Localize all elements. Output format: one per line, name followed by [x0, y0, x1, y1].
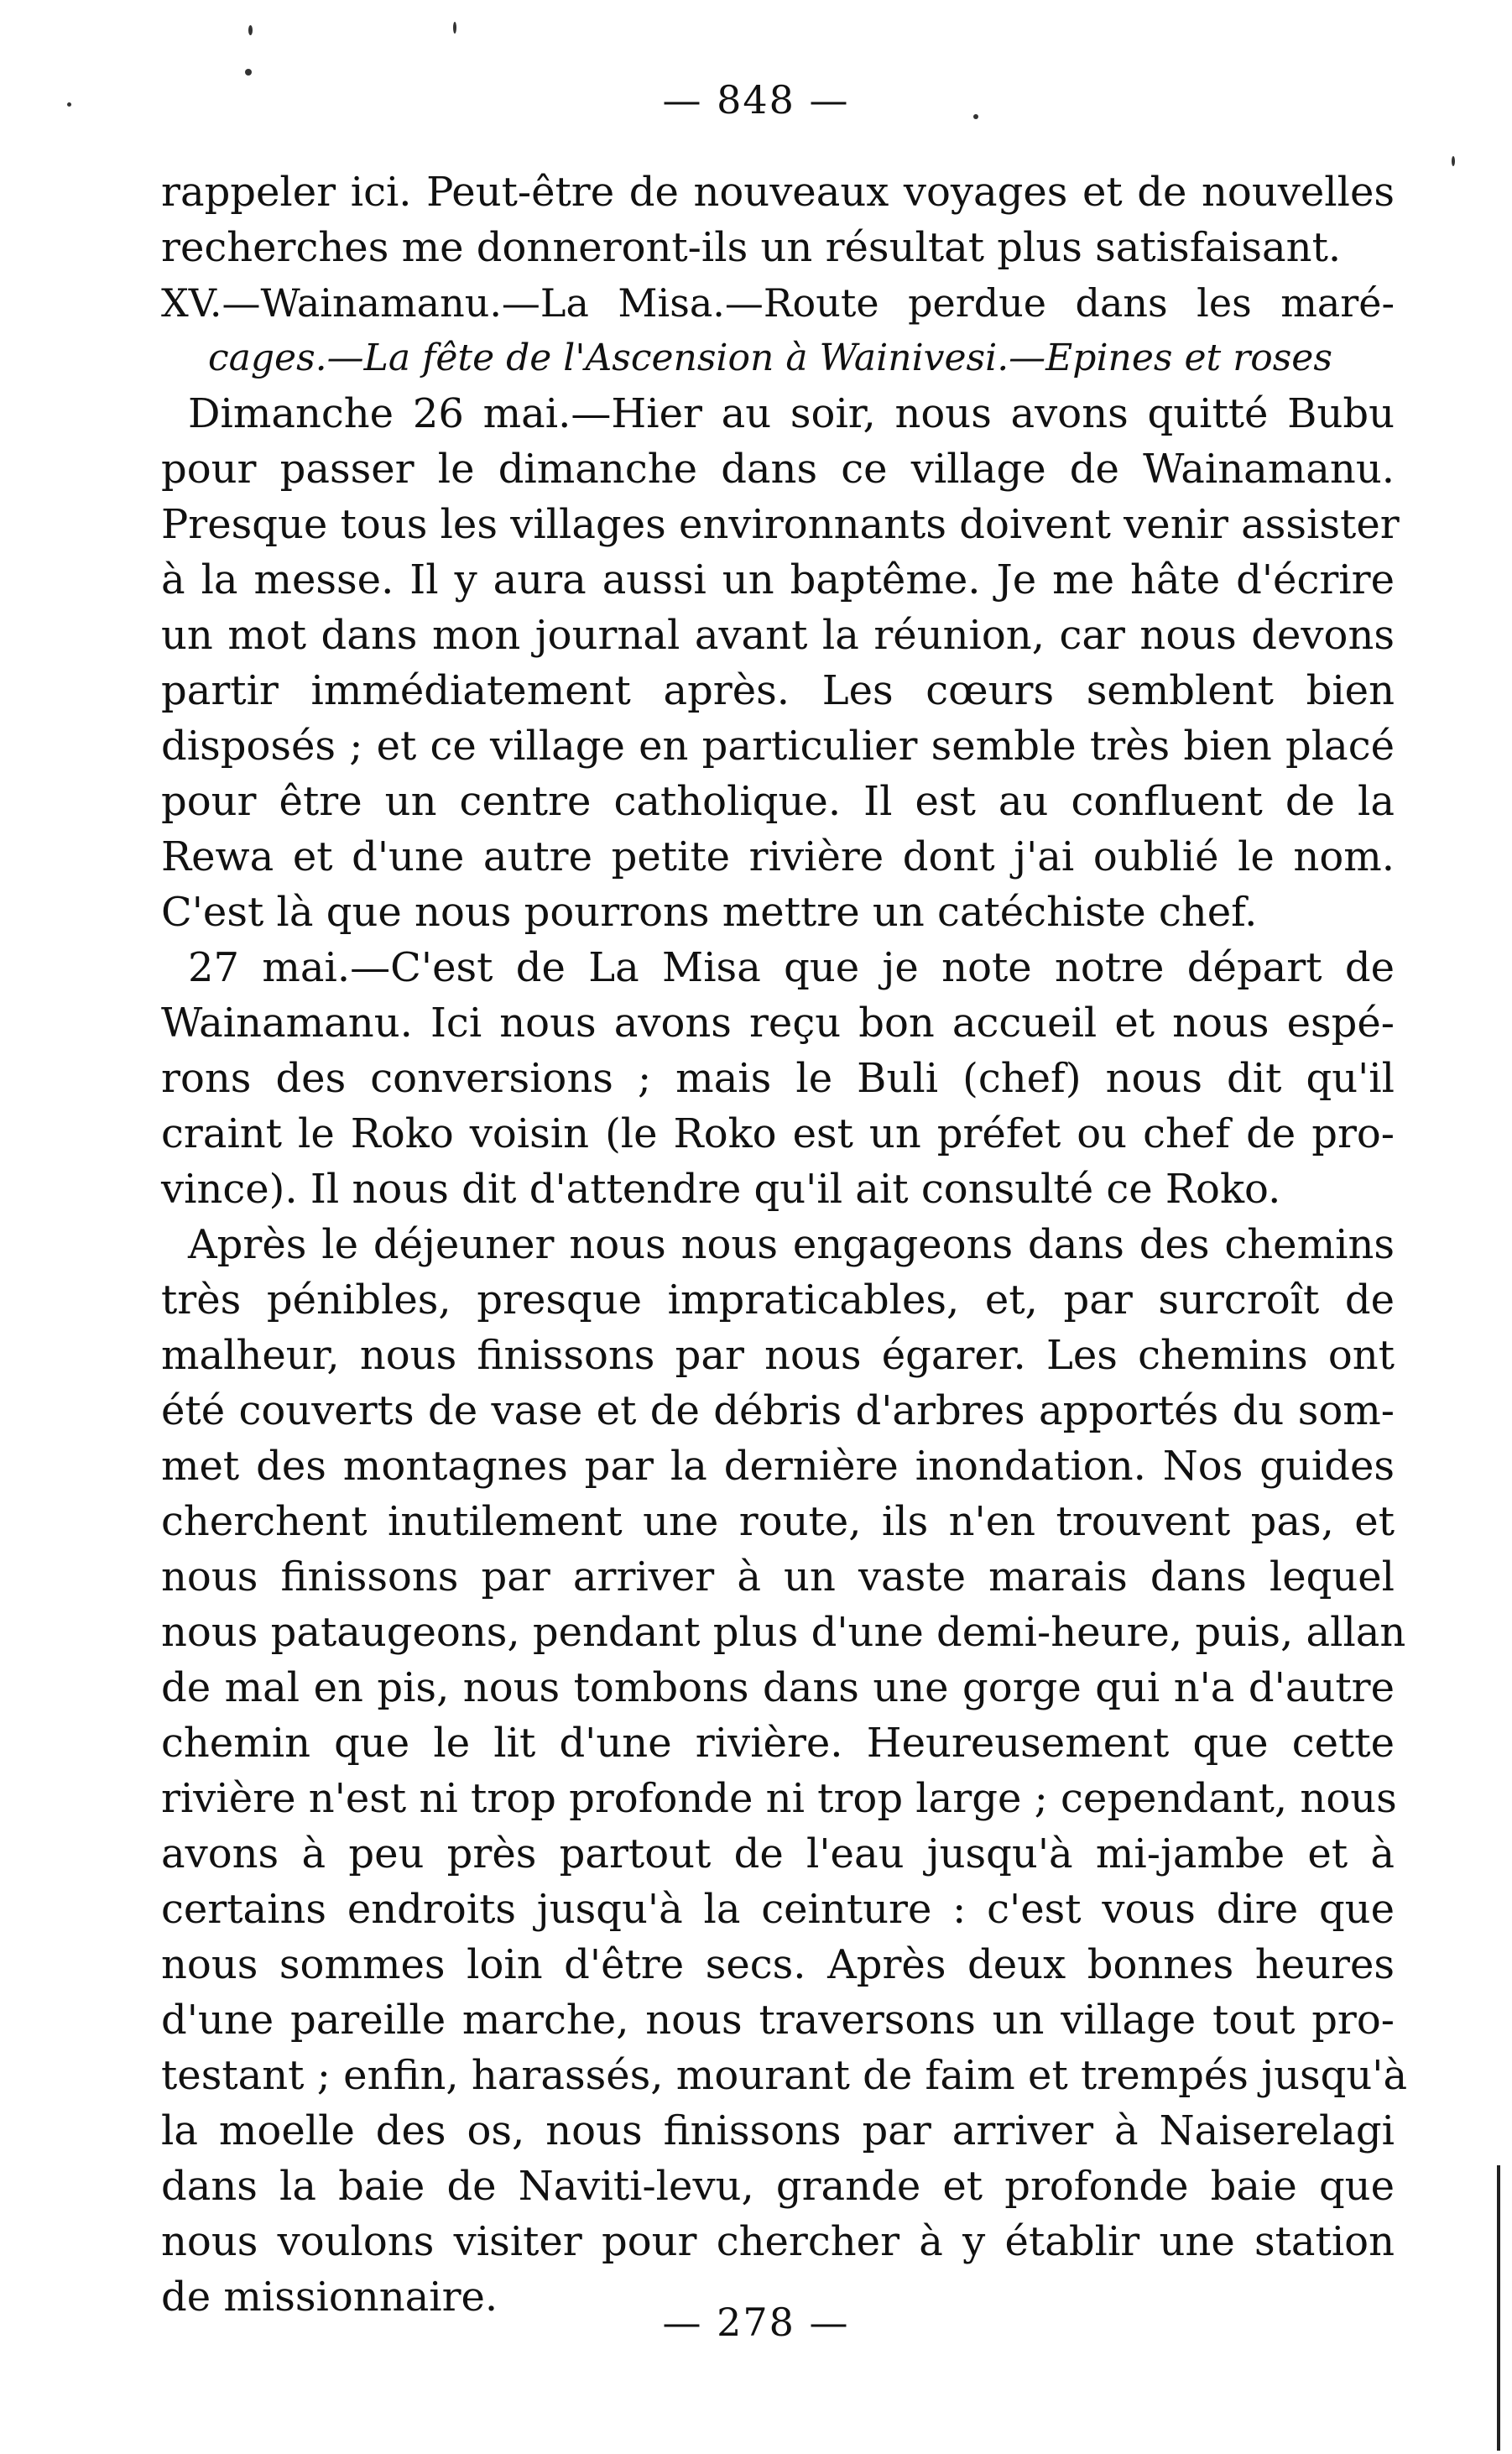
text-line: C'est là que nous pourrons mettre un catéchiste chef.	[161, 889, 1258, 936]
text-line: partir immédiatement après. Les cœurs semblent bien	[161, 667, 1395, 714]
text-line: Après le déjeuner nous nous engageons dans des chemins	[188, 1221, 1395, 1268]
text-line: de missionnaire.	[161, 2274, 498, 2321]
text-line: nous sommes loin d'être secs. Après deux bonnes heures	[161, 1941, 1395, 1988]
text-line: 27 mai.—C'est de La Misa que je note notre départ de	[188, 944, 1395, 991]
text-line: malheur, nous finissons par nous égarer. Les chemins ont	[161, 1332, 1395, 1379]
scan-speck	[453, 22, 456, 34]
text-line: certains endroits jusqu'à la ceinture : c'est vous dire que	[161, 1886, 1395, 1933]
text-line: testant ; enfin, harassés, mourant de faim et trempés jusqu'à	[161, 2052, 1408, 2099]
scan-edge-shadow	[1497, 2165, 1500, 2451]
text-line: rons des conversions ; mais le Buli (chef) nous dit qu'il	[161, 1055, 1395, 1102]
page-header-number: — 848 —	[662, 77, 850, 123]
text-line: Presque tous les villages environnants doivent venir assister	[161, 501, 1400, 548]
text-line: Rewa et d'une autre petite rivière dont j'ai oublié le nom.	[161, 833, 1395, 880]
text-line: nous pataugeons, pendant plus d'une demi-heure, puis, allan	[161, 1609, 1406, 1656]
text-line: très pénibles, presque impraticables, et, par surcroît de	[161, 1277, 1395, 1324]
text-line: cages.—La fête de l'Ascension à Wainivesi.—Epines et roses	[208, 337, 1332, 379]
text-line: avons à peu près partout de l'eau jusqu'à mi-jambe et à	[161, 1830, 1395, 1877]
text-line: rivière n'est ni trop profonde ni trop large ; cependant, nous	[161, 1775, 1397, 1822]
text-line: été couverts de vase et de débris d'arbres apportés du som-	[161, 1387, 1395, 1434]
scan-speck	[67, 102, 71, 107]
text-line: vince). Il nous dit d'attendre qu'il ait consulté ce Roko.	[161, 1166, 1281, 1213]
text-line: à la messe. Il y aura aussi un baptême. Je me hâte d'écrire	[161, 556, 1395, 603]
text-line: chemin que le lit d'une rivière. Heureusement que cette	[161, 1720, 1395, 1767]
text-line: cherchent inutilement une route, ils n'en trouvent pas, et	[161, 1498, 1395, 1545]
text-line: la moelle des os, nous finissons par arriver à Naiserelagi	[161, 2107, 1395, 2154]
text-line: un mot dans mon journal avant la réunion, car nous devons	[161, 612, 1395, 659]
page-footer-number: — 278 —	[662, 2300, 850, 2345]
text-line: dans la baie de Naviti-levu, grande et profonde baie que	[161, 2163, 1395, 2210]
text-line: de mal en pis, nous tombons dans une gorge qui n'a d'autre	[161, 1664, 1395, 1711]
text-line: nous voulons visiter pour chercher à y établir une station	[161, 2218, 1395, 2265]
text-line: recherches me donneront-ils un résultat plus satisfaisant.	[161, 224, 1342, 271]
body-text	[161, 164, 1408, 2325]
text-line: Dimanche 26 mai.—Hier au soir, nous avons quitté Bubu	[188, 390, 1395, 437]
text-line: rappeler ici. Peut-être de nouveaux voyages et de nouvelles	[161, 169, 1395, 216]
scan-speck	[245, 69, 252, 76]
text-line: nous finissons par arriver à un vaste marais dans lequel	[161, 1553, 1395, 1600]
text-line: pour passer le dimanche dans ce village de Wainamanu.	[161, 446, 1395, 493]
text-line: Wainamanu. Ici nous avons reçu bon accueil et nous espé-	[161, 1000, 1395, 1047]
text-line: craint le Roko voisin (le Roko est un préfet ou chef de pro-	[161, 1110, 1395, 1157]
scan-speck	[248, 25, 253, 35]
text-line: met des montagnes par la dernière inondation. Nos guides	[161, 1443, 1395, 1490]
scan-speck	[1452, 156, 1455, 166]
text-line: pour être un centre catholique. Il est au confluent de la	[161, 778, 1395, 825]
text-line: XV.—Wainamanu.—La Misa.—Route perdue dans les maré-	[161, 280, 1395, 326]
text-line: disposés ; et ce village en particulier semble très bien placé	[161, 723, 1395, 770]
text-line: d'une pareille marche, nous traversons un village tout pro-	[161, 1997, 1395, 2044]
scan-speck	[973, 114, 978, 119]
